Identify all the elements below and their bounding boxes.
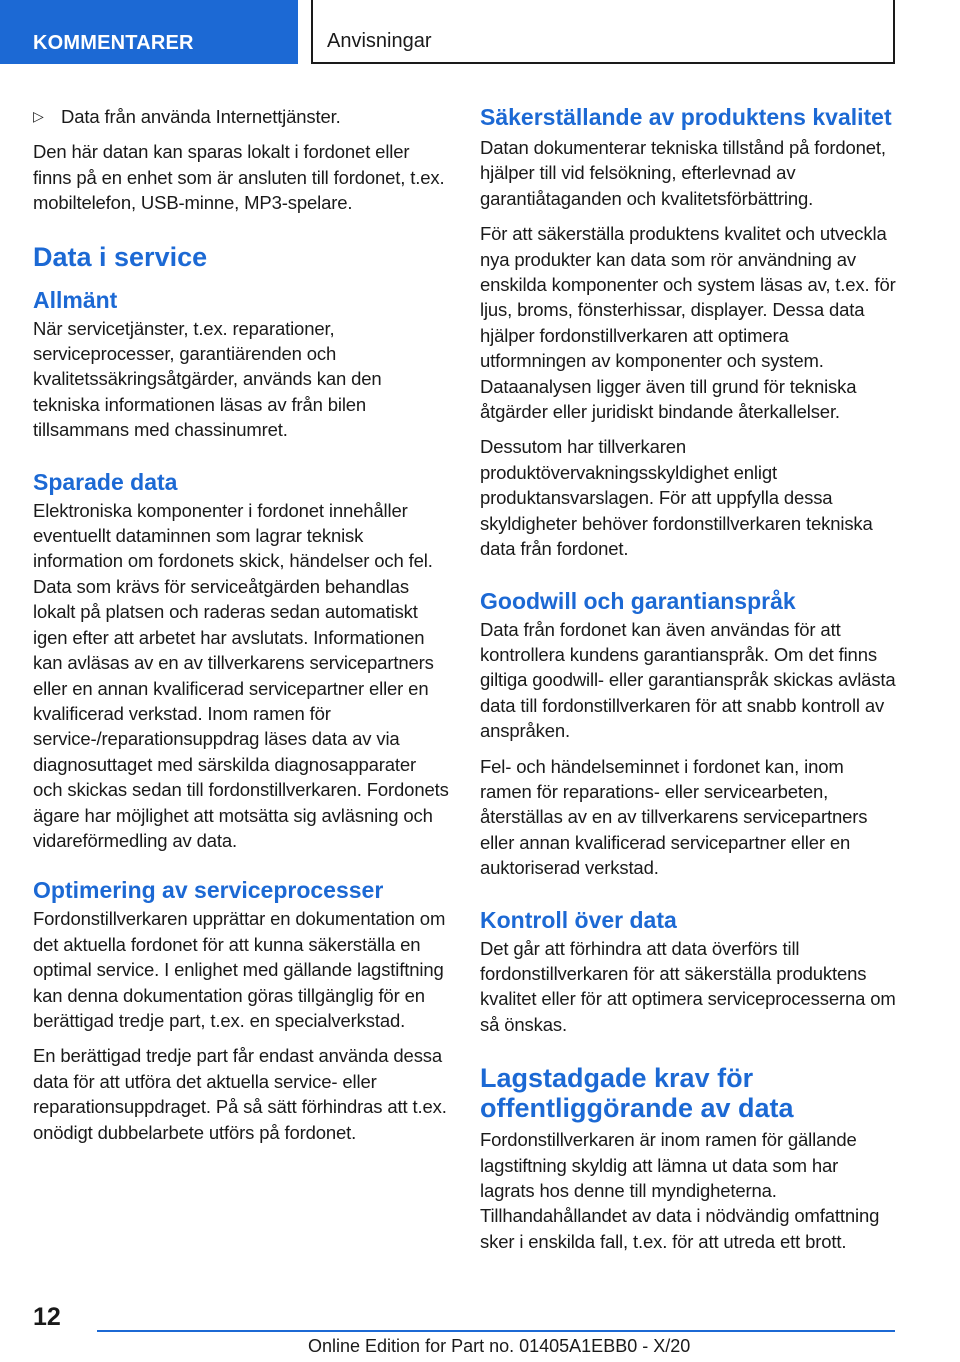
heading-data-i-service: Data i service	[33, 241, 208, 272]
paragraph-goodwill-2: Fel- och händelseminnet i fordonet kan, inom ramen för reparations- eller servicearbeten, återställas av en av tillverkarens servicepartners eller annan kvalificerad servicepartner eller en auktoriserad verkstad.	[480, 755, 868, 879]
paragraph-kontroll: Det går att förhindra att data överförs till fordonstillverkaren för att säkerställa produktens kvalitet eller för att optimera serviceprocesserna om så önskas.	[480, 937, 896, 1035]
paragraph-kvalitet-2: För att säkerställa produktens kvalitet och utveckla nya produkter kan data som rör användning av enskilda komponenter och system läsas av, t.ex. för ljus, broms, fönsterhissar, displayer. Dessa data hjälper fordonstillverkaren att optimera utformningen av komponenter och system. Dataanalysen ligger även till grund för tekniska åtgärder eller juridiskt bindande återkallelser.	[480, 223, 896, 423]
heading-optimering: Optimering av serviceprocesser	[33, 877, 384, 904]
list-item-text: Data från använda Internettjänster.	[61, 106, 341, 127]
paragraph-kvalitet-3: Dessutom har tillverkaren produktövervakningsskyldighet enligt produktansvarslagen. För att uppfylla dessa skyldigheter behöver fordonstillverkaren tekniska data från fordonet.	[480, 436, 873, 560]
triangle-bullet-icon: ▷	[33, 108, 44, 124]
heading-kvalitet: Säkerställande av produktens kvalitet	[480, 104, 892, 130]
heading-allmant: Allmänt	[33, 286, 118, 313]
paragraph-kvalitet-1: Datan dokumenterar tekniska tillstånd på fordonet, hjälper till vid felsökning, efterlevnad av garantiåtaganden och kvalitetsförbättring.	[480, 137, 886, 209]
heading-lagstadgade-krav: Lagstadgade krav för offentliggörande av data	[480, 1063, 794, 1124]
chapter-header-label: Anvisningar	[327, 30, 432, 52]
paragraph-goodwill-1: Data från fordonet kan även användas för att kontrollera kundens garantianspråk. Om det finns giltiga goodwill- eller garantianspråk skickas avlästa data till fordonstillverkaren för att snabb kontroll av anspråken.	[480, 618, 896, 742]
section-tab	[0, 0, 298, 64]
list-item	[33, 104, 449, 129]
left-column	[33, 104, 449, 1155]
page-number: 12	[33, 1303, 61, 1331]
paragraph-lagstadgade-krav: Fordonstillverkaren är inom ramen för gällande lagstiftning skyldig att lämna ut data som har lagrats hos denne till myndigheterna. Tillhandahållandet av data i nödvändig omfattning sker i enskilda fall, t.ex. för att utreda ett brott.	[480, 1129, 880, 1252]
paragraph-allmant: När servicetjänster, t.ex. reparationer, serviceprocesser, garantiärenden och kvalitetssäkringsåtgärder, används kan den tekniska informationen läsas av från bilen tillsammans med chassinumret.	[33, 317, 382, 441]
right-column	[480, 104, 896, 1264]
heading-sparade-data: Sparade data	[33, 468, 178, 495]
chapter-header	[311, 0, 895, 64]
heading-goodwill: Goodwill och garantianspråk	[480, 587, 796, 614]
heading-kontroll: Kontroll över data	[480, 906, 677, 933]
paragraph-optimering-2: En berättigad tredje part får endast använda dessa data för att utföra det aktuella service- eller reparationsuppdraget. På så sätt förhindras att t.ex. onödigt dubbelarbete utförs på fordonet.	[33, 1045, 447, 1143]
paragraph-optimering-1: Fordonstillverkaren upprättar en dokumentation om det aktuella fordonet för att kunna säkerställa en optimal service. I enlighet med gällande lagstiftning kan denna dokumentation göras tillgänglig för en berättigad tredje part, t.ex. en specialverkstad.	[33, 908, 446, 1031]
section-tab-label: KOMMENTARER	[33, 32, 194, 54]
footer-edition: Online Edition for Part no. 01405A1EBB0 - X/20	[308, 1336, 691, 1356]
intro-paragraph: Den här datan kan sparas lokalt i fordonet eller finns på en enhet som är ansluten till fordonet, t.ex. mobiltelefon, USB-minne, MP3-spelare.	[33, 141, 445, 214]
footer-divider	[97, 1330, 895, 1332]
paragraph-sparade-data: Elektroniska komponenter i fordonet innehåller eventuellt dataminnen som lagrar teknisk information om fordonets skick, händelser och fel. Data som krävs för serviceåtgärden behandlas lokalt på platsen och raderas sedan automatiskt igen efter att arbetet har avslutats. Informationen kan avläsas av en av tillverkarens servicepartners eller en annan kvalificerad servicepartner eller en kvalificerad verkstad. Inom ramen för service-/reparationsuppdrag läses data av via diagnosuttaget med särskilda diagnosapparater och skickas sedan till fordonstillverkaren. Fordonets ägare har möjlighet att motsätta sig avläsning och vidareförmedling av data.	[33, 499, 449, 851]
